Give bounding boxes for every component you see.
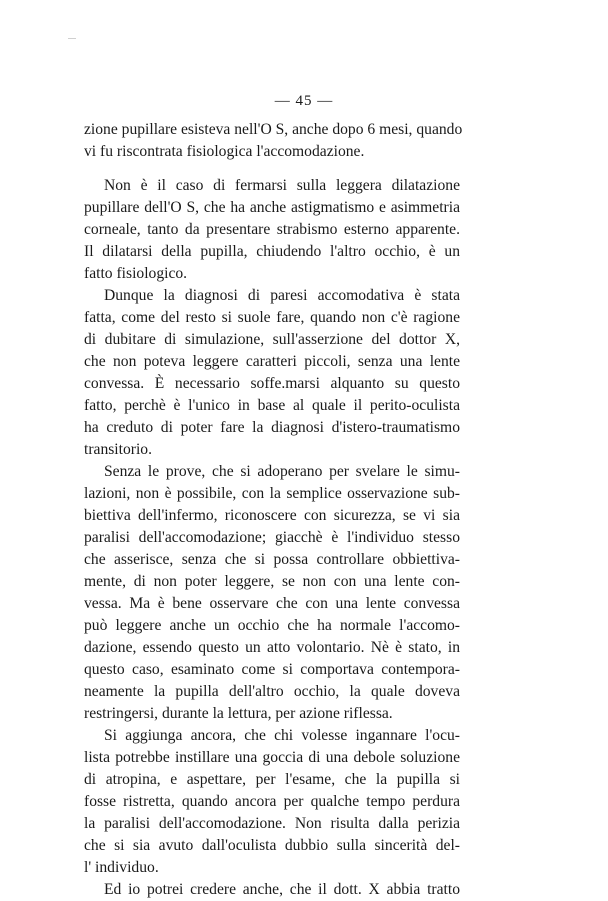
text-line: di atropina, e aspettare, per l'esame, che la pupilla si: [84, 771, 460, 788]
text-line: Il dilatarsi della pupilla, chiudendo l'altro occhio, è un: [84, 243, 460, 260]
text-line: ha creduto di poter fare la diagnosi d'istero-traumatismo: [84, 419, 460, 436]
text-line: lazioni, non è possibile, con la semplice osservazione sub-: [84, 485, 460, 502]
paragraph-continuation: [84, 119, 463, 163]
text-line: mente, di non poter leggere, se non con una lente con-: [84, 573, 460, 590]
text-line: vessa. Ma è bene osservare che con una lente convessa: [84, 595, 460, 612]
text-line: questo caso, esaminato come si comportava contempora-: [84, 661, 460, 678]
text-line: corneale, tanto da presentare strabismo esterno apparente.: [84, 221, 460, 238]
text-line: Senza le prove, che si adoperano per svelare le simu-: [104, 463, 460, 480]
text-line: dazione, essendo questo un atto volontario. Nè è stato, in: [84, 639, 460, 656]
text-line: può leggere anche un occhio che ha normale l'accomo-: [84, 617, 460, 634]
scan-speck: [68, 38, 76, 39]
text-line: che asserisce, senza che si possa controllare obbiettiva-: [84, 551, 460, 568]
text-line: di dubitare di simulazione, sull'asserzione del dottor X,: [84, 331, 460, 348]
text-line: paralisi dell'accomodazione; giacchè è l'individuo stesso: [84, 529, 460, 546]
text-line: biettiva dell'infermo, riconoscere con sicurezza, se vi sia: [84, 507, 460, 524]
text-line: neamente la pupilla dell'altro occhio, la quale doveva: [84, 683, 460, 700]
text-line: lista potrebbe instillare una goccia di una debole soluzione: [84, 749, 460, 766]
text-line: fatta, come del resto si suole fare, quando non c'è ragione: [84, 309, 460, 326]
text-line: pupillare dell'O S, che ha anche astigmatismo e asimmetria: [84, 199, 460, 216]
text-line: la paralisi dell'accomodazione. Non risulta dalla perizia: [84, 815, 460, 832]
text-line: l' individuo.: [84, 859, 159, 876]
text-line: zione pupillare esisteva nell'O S, anche dopo 6 mesi, quando: [84, 121, 463, 138]
body-text: [84, 175, 460, 901]
text-line: Si aggiunga ancora, che chi volesse ingannare l'ocu-: [104, 727, 460, 744]
text-line: fosse ristretta, quando ancora per qualche tempo perdura: [84, 793, 460, 810]
text-line: convessa. È necessario soffe.marsi alquanto su questo: [84, 375, 460, 392]
text-line: Dunque la diagnosi di paresi accomodativa è stata: [104, 287, 460, 304]
text-line: restringersi, durante la lettura, per azione riflessa.: [84, 705, 393, 722]
text-line: vi fu riscontrata fisiologica l'accomodazione.: [84, 143, 365, 160]
text-line: Ed io potrei credere anche, che il dott. X abbia tratto: [104, 881, 460, 898]
text-line: transitorio.: [84, 441, 152, 458]
text-line: che si sia avuto dall'oculista dubbio sulla sincerità del-: [84, 837, 460, 854]
page-number: — 45 —: [274, 93, 334, 109]
text-line: Non è il caso di fermarsi sulla leggera dilatazione: [104, 177, 460, 194]
text-line: che non poteva leggere caratteri piccoli, senza una lente: [84, 353, 460, 370]
text-line: fatto fisiologico.: [84, 265, 188, 282]
text-line: fatto, perchè è l'unico in base al quale il perito-oculista: [84, 397, 460, 414]
